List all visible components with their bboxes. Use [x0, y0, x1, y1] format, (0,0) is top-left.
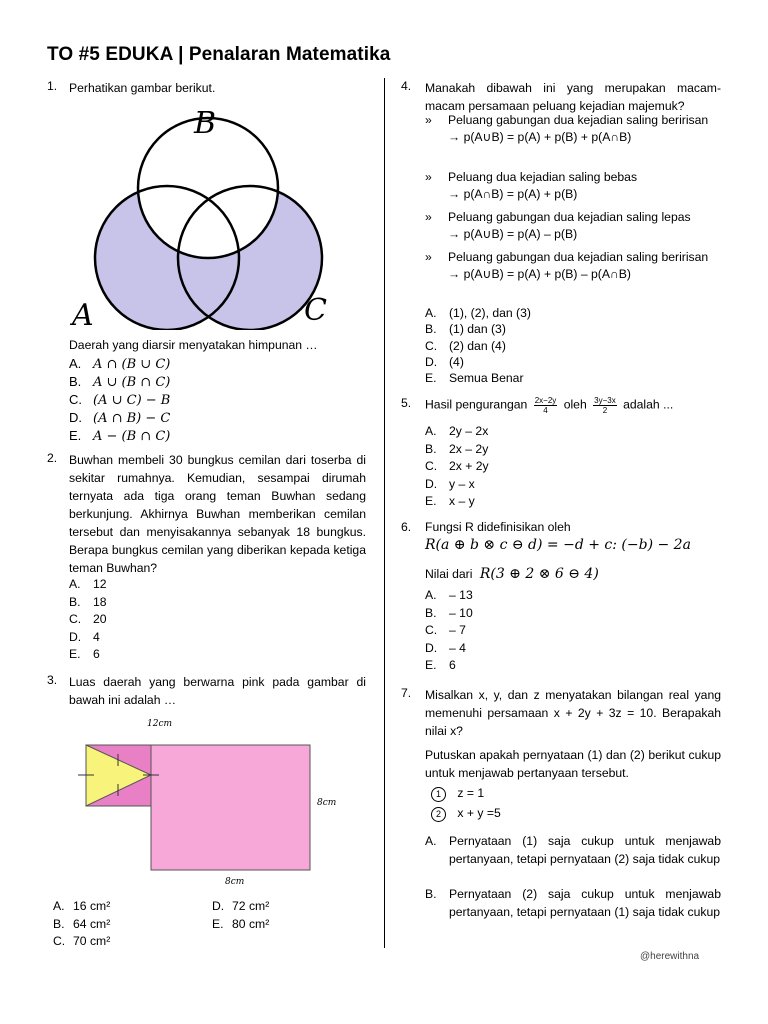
bullet-marker: » — [425, 210, 432, 224]
question-number: 4. — [401, 79, 412, 93]
option-b[interactable]: B. – 10 — [425, 605, 473, 620]
value-prompt-row — [425, 566, 599, 582]
bullet-title: Peluang gabungan dua kejadian saling beririsan — [448, 250, 709, 264]
option-b[interactable]: B. (1) dan (3) — [425, 322, 506, 337]
bullet-marker: » — [425, 170, 432, 184]
option-d[interactable]: D. (4) — [425, 354, 464, 369]
option-e[interactable]: E. x – y — [425, 494, 475, 508]
bullet-title: Peluang dua kejadian saling bebas — [448, 170, 638, 184]
bullet-marker: » — [425, 113, 432, 127]
option-e[interactable]: E. Semua Benar — [425, 371, 524, 386]
function-definition: R(a ⊕ b ⊗ c ⊖ d) = −d + c: (−b) − 2a — [425, 537, 691, 553]
question-7-instruction: Putuskan apakah pernyataan (1) dan (2) berikut cukup untuk menjawab pertanyaan tersebut. — [425, 748, 721, 780]
question-text: Manakah dibawah ini yang merupakan macam-macam persamaan peluang kejadian majemuk? — [425, 81, 721, 113]
right-dimension-label: 8cm — [317, 798, 337, 808]
question-text: Misalkan x, y, dan z menyatakan bilangan real yang memenuhi persamaan x + 2y + 3z = 10. Berapakah nilai x? — [425, 688, 721, 738]
option-d[interactable]: D. 4 — [69, 629, 100, 644]
option-b[interactable]: B. 2x – 2y — [425, 441, 489, 456]
question-text: Hasil pengurangan — [425, 397, 528, 412]
statement-1: 1 z = 1 — [431, 786, 484, 802]
option-c[interactable]: C. 20 — [69, 612, 107, 626]
question-3-options-right — [212, 898, 269, 933]
rectangle-figure — [75, 714, 355, 889]
option-a[interactable]: A. – 13 — [425, 588, 473, 602]
bullet-title: Peluang gabungan dua kejadian saling lepas — [448, 210, 691, 224]
option-c[interactable]: C. 70 cm² — [53, 934, 111, 948]
question-1-prompt — [69, 338, 369, 352]
question-number: 5. — [401, 396, 412, 410]
option-c[interactable]: C. – 7 — [425, 623, 466, 637]
large-pink-rectangle — [151, 745, 310, 870]
venn-label-c: C — [304, 293, 327, 328]
right-column: 4. Manakah dibawah ini yang merupakan macam-macam persamaan peluang kejadian majemuk? » Peluang gabungan dua kejadian saling beririsan → p(A∪B) = p(A) + p(B) + p(A∩B) » Peluang dua kejadian saling bebas → p(A∩B) = p(A) + p(B) » Peluang gabungan dua kejadian saling lepas → p(A∪B) = p(A) – p(B) » Peluang gabungan dua kejadian saling beririsan → p(A∪B) = p(A) + p(B) – p(A∩B) A. (1), (2), dan (3) B. (1) dan (3) C. (2) dan (4) D. (4) E. Semua Benar 5. Hasil pengurangan $\frac{2x-2y}{4}$ oleh $\frac{3y-3x}{2}$ adalah ... A. 2y – 2x B. 2x – 2y C. 2x + 2y D. y – x E. x – y 6. Fungsi R didefinisikan oleh R(a ⊕ b ⊗ c ⊖ d) = −d + c: (−b) − 2a Nilai dari R(3 ⊕ 2 ⊗ 6 ⊖ 4) A. – 13 B. – 10 C. – 7 D. – 4 E. 6 7. Misalkan x, y, dan z menyatakan bilangan real yang memenuhi persamaan x + 2y + 3z = 10. Berapakah nilai x? Putuskan apakah pernyataan (1) dan (2) berikut cukup untuk menjawab pertanyaan tersebut. 1 z = 1 2 x + y =5 A. Pernyataan (1) saja cukup untuk menjawab pertanyaan, tetapi pernyataan (2) saja tidak cukup B. Pernyataan (2) saja cukup untuk menjawab pertanyaan, tetapi pernyataan (1) saja tidak cukup — [401, 79, 721, 919]
option-e[interactable]: E. A − (B ∩ C) — [69, 428, 171, 444]
bullet-formula: → p(A∪B) = p(A) – p(B) — [448, 226, 578, 241]
question-1-options — [69, 355, 170, 445]
option-a[interactable]: A. A ∩ (B ∪ C) — [69, 356, 171, 372]
credit-watermark: @herewithna — [640, 951, 700, 962]
circled-number-1: 1 — [431, 787, 446, 802]
option-e[interactable]: E. 6 — [425, 658, 456, 672]
question-6-options — [425, 587, 473, 675]
option-d[interactable]: D. y – x — [425, 476, 475, 491]
circled-number-2: 2 — [431, 807, 446, 822]
question-number: 6. — [401, 520, 412, 534]
option-b[interactable]: B. A ∪ (B ∩ C) — [69, 374, 171, 390]
page-title: TO #5 EDUKA | Penalaran Matematika — [47, 44, 391, 65]
function-expression: R(3 ⊕ 2 ⊗ 6 ⊖ 4) — [479, 566, 599, 582]
option-d[interactable]: D. – 4 — [425, 640, 466, 655]
option-b[interactable]: B. 64 cm² — [53, 916, 111, 931]
question-2-options — [69, 576, 107, 664]
question-text: Luas daerah yang berwarna pink pada gambar di bawah ini adalah … — [69, 675, 366, 707]
bullet-formula: → p(A∪B) = p(A) + p(B) + p(A∩B) — [448, 129, 632, 144]
question-number: 7. — [401, 686, 412, 700]
option-c[interactable]: C. (2) dan (4) — [425, 338, 506, 353]
question-number: 3. — [47, 673, 58, 687]
question-number: 1. — [47, 79, 58, 93]
option-a[interactable]: A. 2y – 2x — [425, 424, 489, 438]
bullet-marker: » — [425, 250, 432, 264]
question-text: Fungsi R didefinisikan oleh — [425, 520, 571, 534]
option-a[interactable]: A. (1), (2), dan (3) — [425, 306, 531, 320]
option-c[interactable]: C. 2x + 2y — [425, 459, 489, 473]
option-b[interactable]: B. 18 — [69, 594, 107, 609]
option-d[interactable]: D. (A ∩ B) − C — [69, 410, 171, 426]
option-a[interactable]: A. 16 cm² — [53, 899, 111, 913]
venn-diagram — [70, 100, 330, 330]
question-number: 2. — [47, 451, 58, 465]
option-e[interactable]: E. 6 — [69, 647, 100, 661]
option-c[interactable]: C. (A ∪ C) − B — [69, 392, 171, 408]
venn-label-b: B — [194, 106, 217, 141]
question-text: Perhatikan gambar berikut. — [69, 81, 216, 95]
bullet-formula: → p(A∪B) = p(A) + p(B) – p(A∩B) — [448, 266, 631, 281]
venn-label-a: A — [72, 298, 94, 330]
bottom-dimension-label: 8cm — [225, 877, 245, 887]
fraction-2: $\frac{3y-3x}{2}$ — [594, 396, 616, 415]
bullet-formula: → p(A∩B) = p(A) + p(B) — [448, 186, 578, 201]
question-text: Buwhan membeli 30 bungkus cemilan dari toserba di sekitar rumahnya. Kemudian, sesampai dirumah ternyata ada tiga orang teman Buwhan sedang berkunjung. Akhirnya Buwhan memberikan cemilan tersebut dan menyisakannya sebanyak 18 bungkus. Berapa bungkus cemilan yang diberikan kepada ketiga teman Buwhan? — [69, 453, 366, 575]
question-3-options-left — [53, 898, 110, 951]
question-text: Daerah yang diarsir menyatakan himpunan … — [69, 338, 318, 352]
statement-2: 2 x + y =5 — [431, 806, 501, 822]
option-e[interactable]: E. 80 cm² — [212, 916, 270, 931]
question-5-options — [425, 423, 489, 511]
bullet-title: Peluang gabungan dua kejadian saling beririsan — [448, 113, 709, 127]
fraction-1: $\frac{2x-2y}{4}$ — [534, 396, 557, 415]
option-d[interactable]: D. 72 cm² — [212, 899, 270, 913]
question-4-options — [425, 305, 531, 386]
value-prompt: Nilai dari — [425, 567, 473, 581]
option-a[interactable]: A. 12 — [69, 577, 107, 591]
top-dimension-label: 12cm — [147, 719, 173, 729]
